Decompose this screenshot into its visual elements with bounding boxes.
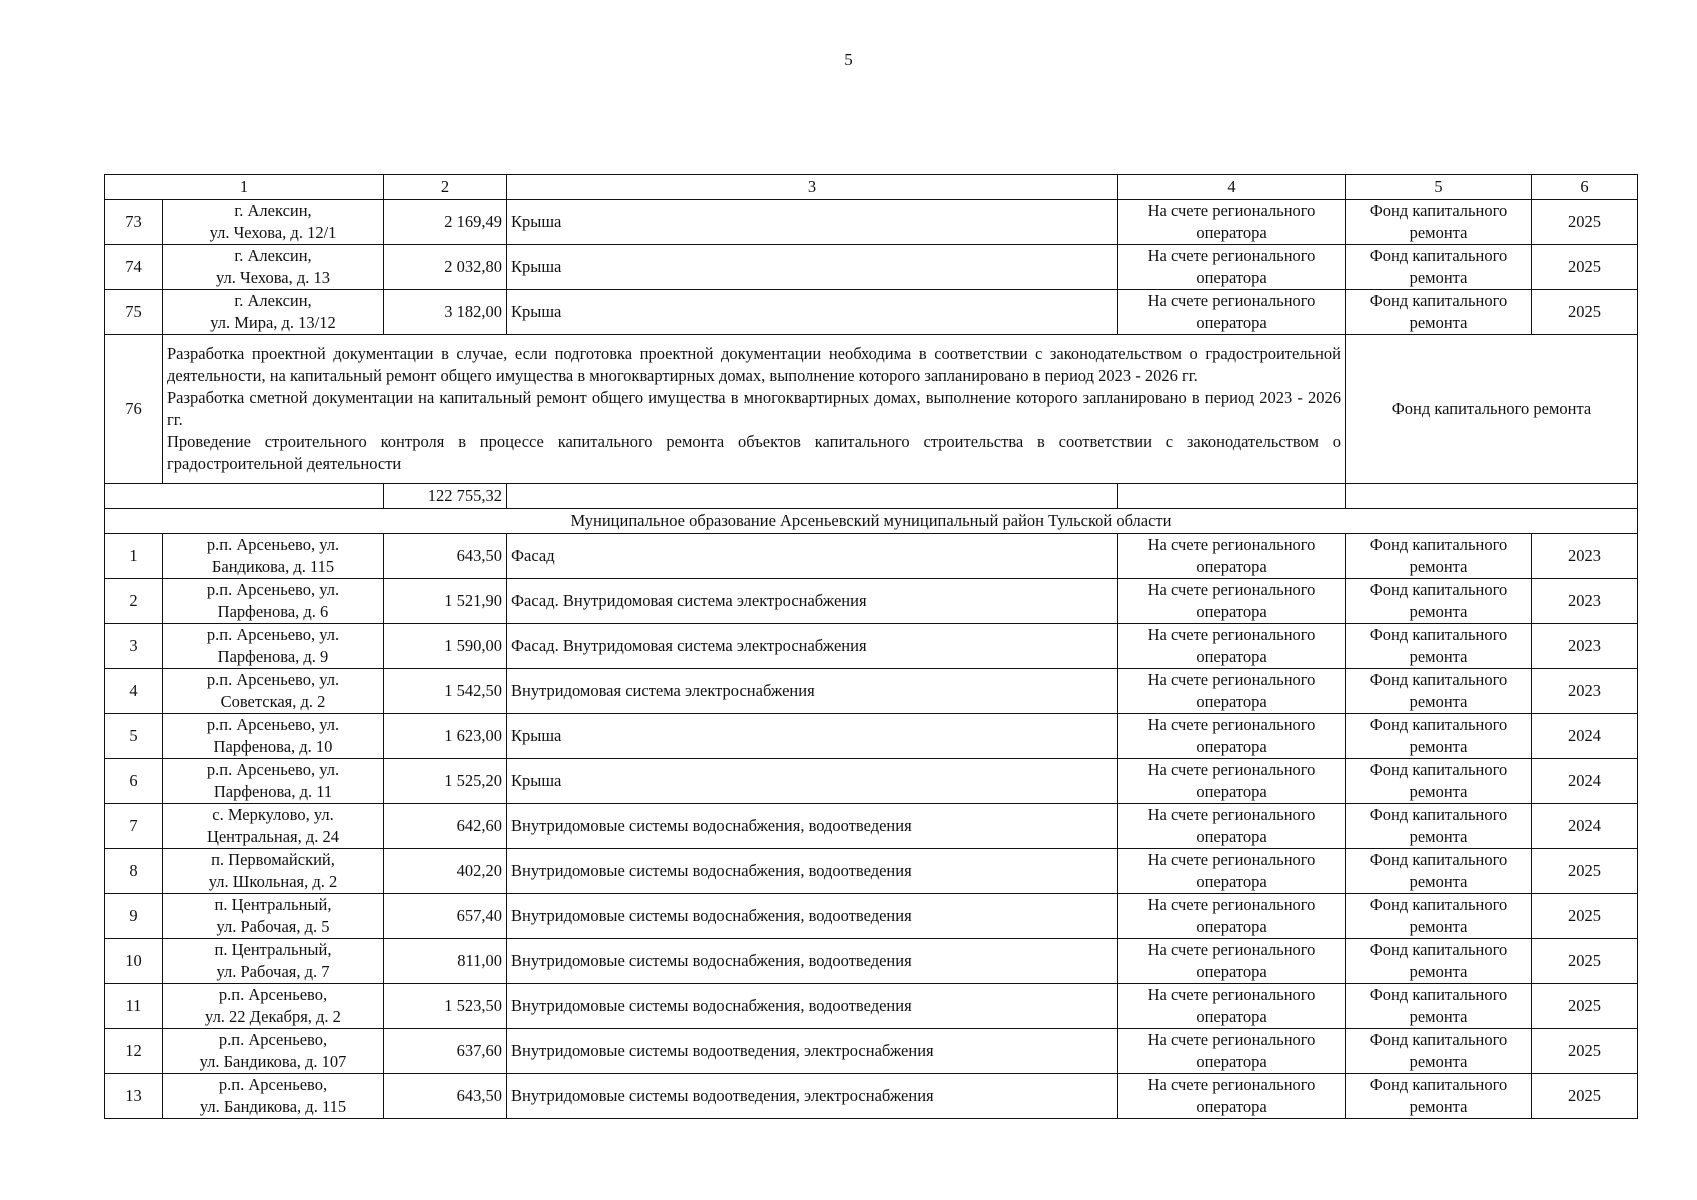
funding-source-line-2: ремонта [1409,962,1468,981]
row-number: 9 [105,894,163,939]
cost-cell: 1 542,50 [384,669,507,714]
year-cell: 2025 [1532,1074,1638,1119]
address-cell [163,714,384,759]
address-line-2: ул. Рабочая, д. 5 [216,917,330,936]
account-line-2: оператора [1196,268,1267,287]
column-header-5: 5 [1346,175,1532,200]
funding-source-line-2: ремонта [1409,872,1468,891]
row-number: 5 [105,714,163,759]
row-number: 8 [105,849,163,894]
account-cell [1118,624,1346,669]
row-number: 76 [105,335,163,484]
address-line-1: г. Алексин, [234,201,312,220]
account-cell [1118,1029,1346,1074]
work-type-cell: Внутридомовые системы водоотведения, электроснабжения [507,1074,1118,1119]
work-type-cell: Внутридомовые системы водоснабжения, водоотведения [507,939,1118,984]
cost-cell: 637,60 [384,1029,507,1074]
funding-source-line-2: ремонта [1409,692,1468,711]
table-row [105,804,1638,849]
municipality-row [105,509,1638,534]
column-header-2: 2 [384,175,507,200]
work-type-cell: Внутридомовые системы водоснабжения, водоотведения [507,984,1118,1029]
work-type-cell: Крыша [507,245,1118,290]
address-cell [163,1074,384,1119]
address-cell [163,849,384,894]
address-line-2: ул. Бандикова, д. 115 [199,1097,347,1116]
account-line-2: оператора [1196,737,1267,756]
account-cell [1118,200,1346,245]
column-number-header-row [105,175,1638,200]
table-row [105,939,1638,984]
funding-source-line-2: ремонта [1409,917,1468,936]
address-line-2: ул. Рабочая, д. 7 [216,962,330,981]
funding-source-line-1: Фонд капитального [1369,670,1508,689]
address-cell [163,759,384,804]
account-line-2: оператора [1196,602,1267,621]
year-cell: 2025 [1532,290,1638,335]
funding-source-line-2: ремонта [1409,827,1468,846]
cost-cell: 811,00 [384,939,507,984]
funding-source-line-1: Фонд капитального [1369,985,1508,1004]
funding-source-cell [1346,714,1532,759]
account-line-1: На счете регионального [1147,201,1316,220]
cost-cell: 1 590,00 [384,624,507,669]
cost-cell: 1 525,20 [384,759,507,804]
address-cell [163,669,384,714]
funding-source-line-2: ремонта [1409,1097,1468,1116]
address-line-1: р.п. Арсеньево, ул. [206,670,340,689]
funding-source-line-1: Фонд капитального [1369,1030,1508,1049]
address-line-2: ул. Бандикова, д. 107 [199,1052,347,1071]
account-line-1: На счете регионального [1147,670,1316,689]
work-type-cell: Фасад. Внутридомовая система электроснабжения [507,624,1118,669]
account-line-2: оператора [1196,1007,1267,1026]
account-line-2: оператора [1196,872,1267,891]
funding-source-line-2: ремонта [1409,602,1468,621]
account-cell [1118,939,1346,984]
table-row [105,1074,1638,1119]
empty-cell [1346,484,1638,509]
account-cell [1118,290,1346,335]
account-line-2: оператора [1196,692,1267,711]
column-header-6: 6 [1532,175,1638,200]
funding-source-cell [1346,984,1532,1029]
page-number: 5 [844,50,853,69]
year-cell: 2025 [1532,894,1638,939]
address-cell [163,804,384,849]
work-type-cell: Внутридомовые системы водоотведения, электроснабжения [507,1029,1118,1074]
address-line-2: Центральная, д. 24 [206,827,340,846]
account-line-1: На счете регионального [1147,246,1316,265]
funding-source-line-2: ремонта [1409,782,1468,801]
row-number: 6 [105,759,163,804]
account-line-1: На счете регионального [1147,1030,1316,1049]
funding-source-cell [1346,624,1532,669]
address-line-2: Парфенова, д. 9 [217,647,329,666]
table-row [105,1029,1638,1074]
work-type-cell: Фасад [507,534,1118,579]
address-line-1: р.п. Арсеньево, [218,985,328,1004]
table-row [105,579,1638,624]
funding-source-cell [1346,939,1532,984]
work-type-cell: Внутридомовая система электроснабжения [507,669,1118,714]
address-line-1: р.п. Арсеньево, ул. [206,760,340,779]
address-line-1: р.п. Арсеньево, ул. [206,625,340,644]
account-line-1: На счете регионального [1147,291,1316,310]
municipality-title: Муниципальное образование Арсеньевский муниципальный район Тульской области [105,509,1638,534]
account-cell [1118,245,1346,290]
funding-source-line-2: ремонта [1409,223,1468,242]
year-cell: 2025 [1532,245,1638,290]
row-number: 7 [105,804,163,849]
address-cell [163,200,384,245]
account-line-2: оператора [1196,647,1267,666]
year-cell: 2025 [1532,984,1638,1029]
total-label-cell [105,484,384,509]
funding-source-cell [1346,669,1532,714]
account-cell [1118,534,1346,579]
funding-source-line-1: Фонд капитального [1369,940,1508,959]
funding-source-cell [1346,200,1532,245]
table-row [105,534,1638,579]
address-cell [163,290,384,335]
row-number: 4 [105,669,163,714]
funding-source-line-1: Фонд капитального [1369,1075,1508,1094]
table-row [105,894,1638,939]
account-cell [1118,849,1346,894]
account-line-2: оператора [1196,557,1267,576]
year-cell: 2023 [1532,579,1638,624]
empty-cell [1118,484,1346,509]
account-line-1: На счете регионального [1147,895,1316,914]
funding-source-cell [1346,579,1532,624]
address-line-2: ул. Школьная, д. 2 [208,872,338,891]
funding-source-line-2: ремонта [1409,313,1468,332]
total-row [105,484,1638,509]
funding-source-line-1: Фонд капитального [1369,201,1508,220]
column-header-4: 4 [1118,175,1346,200]
cost-cell: 1 623,00 [384,714,507,759]
funding-source-cell [1346,534,1532,579]
funding-source-cell [1346,759,1532,804]
address-line-1: п. Центральный, [214,940,332,959]
funding-source-cell [1346,290,1532,335]
account-cell [1118,984,1346,1029]
funding-source-line-1: Фонд капитального [1369,291,1508,310]
description-paragraph-3: Проведение строительного контроля в процессе капитального ремонта объектов капитального строительства в соответствии с законодательством о градостроительной деятельности [167,432,1341,473]
year-cell: 2025 [1532,200,1638,245]
repair-plan-table [104,174,1638,1119]
work-type-cell: Внутридомовые системы водоснабжения, водоотведения [507,894,1118,939]
account-line-1: На счете регионального [1147,625,1316,644]
row-number: 12 [105,1029,163,1074]
funding-source-line-1: Фонд капитального [1369,715,1508,734]
cost-cell: 642,60 [384,804,507,849]
address-line-2: ул. 22 Декабря, д. 2 [205,1007,341,1026]
funding-source-line-1: Фонд капитального [1369,535,1508,554]
funding-source-cell [1346,1074,1532,1119]
account-cell [1118,1074,1346,1119]
work-type-cell: Фасад. Внутридомовая система электроснабжения [507,579,1118,624]
funding-source-cell [1346,894,1532,939]
account-cell [1118,804,1346,849]
funding-source-cell: Фонд капитального ремонта [1346,335,1638,484]
account-line-1: На счете регионального [1147,715,1316,734]
row-number: 10 [105,939,163,984]
funding-source-line-1: Фонд капитального [1369,246,1508,265]
funding-source-cell [1346,1029,1532,1074]
address-line-1: р.п. Арсеньево, [218,1075,328,1094]
address-line-1: г. Алексин, [234,291,312,310]
year-cell: 2025 [1532,849,1638,894]
address-line-2: ул. Мира, д. 13/12 [210,313,336,332]
table-row [105,200,1638,245]
funding-source-cell [1346,245,1532,290]
account-line-2: оператора [1196,223,1267,242]
table-row [105,624,1638,669]
description-paragraph-1: Разработка проектной документации в случае, если подготовка проектной документации необходима в соответствии с законодательством о градостроительной деятельности, на капитальный ремонт общего имущества в многоквартирных домах, выполнение которого запланировано в период 2023 - 2026 гг. [167,344,1341,385]
address-line-2: Парфенова, д. 11 [213,782,333,801]
funding-source-cell [1346,804,1532,849]
work-type-cell: Крыша [507,759,1118,804]
row-number: 1 [105,534,163,579]
row-number: 75 [105,290,163,335]
year-cell: 2023 [1532,669,1638,714]
account-line-2: оператора [1196,1052,1267,1071]
address-cell [163,894,384,939]
address-line-1: р.п. Арсеньево, ул. [206,715,340,734]
funding-source-cell [1346,849,1532,894]
row-number: 2 [105,579,163,624]
row-number: 3 [105,624,163,669]
table-row [105,984,1638,1029]
account-line-1: На счете регионального [1147,580,1316,599]
account-line-1: На счете регионального [1147,850,1316,869]
column-header-1: 1 [105,175,384,200]
year-cell: 2024 [1532,804,1638,849]
account-line-1: На счете регионального [1147,535,1316,554]
row-number: 73 [105,200,163,245]
work-type-cell: Внутридомовые системы водоснабжения, водоотведения [507,804,1118,849]
table-row [105,245,1638,290]
work-type-cell: Крыша [507,714,1118,759]
cost-cell: 402,20 [384,849,507,894]
address-line-2: Парфенова, д. 6 [217,602,329,621]
cost-cell: 643,50 [384,1074,507,1119]
address-line-1: с. Меркулово, ул. [212,805,334,824]
account-line-1: На счете регионального [1147,805,1316,824]
address-line-2: ул. Чехова, д. 13 [215,268,330,287]
cost-cell: 2 169,49 [384,200,507,245]
table-row [105,714,1638,759]
funding-source-line-2: ремонта [1409,647,1468,666]
cost-cell: 2 032,80 [384,245,507,290]
account-cell [1118,714,1346,759]
funding-source-line-2: ремонта [1409,1052,1468,1071]
funding-source-line-1: Фонд капитального [1369,580,1508,599]
funding-source-line-1: Фонд капитального [1369,895,1508,914]
description-paragraph-2: Разработка сметной документации на капитальный ремонт общего имущества в многоквартирных домах, выполнение которого запланировано в период 2023 - 2026 гг. [167,388,1341,429]
work-type-cell: Внутридомовые системы водоснабжения, водоотведения [507,849,1118,894]
account-line-2: оператора [1196,313,1267,332]
address-line-2: ул. Чехова, д. 12/1 [209,223,337,242]
address-line-1: г. Алексин, [234,246,312,265]
work-type-cell: Крыша [507,290,1118,335]
address-cell [163,939,384,984]
row-number: 13 [105,1074,163,1119]
address-line-2: Бандикова, д. 115 [211,557,335,576]
year-cell: 2023 [1532,534,1638,579]
work-type-cell: Крыша [507,200,1118,245]
funding-source-line-1: Фонд капитального [1369,805,1508,824]
address-line-1: р.п. Арсеньево, [218,1030,328,1049]
cost-cell: 657,40 [384,894,507,939]
account-cell [1118,759,1346,804]
total-cost-cell: 122 755,32 [384,484,507,509]
account-line-1: На счете регионального [1147,985,1316,1004]
address-line-2: Советская, д. 2 [220,692,326,711]
table-row-76 [105,335,1638,484]
account-cell [1118,894,1346,939]
funding-source-line-2: ремонта [1409,557,1468,576]
row-number: 11 [105,984,163,1029]
account-line-2: оператора [1196,827,1267,846]
year-cell: 2024 [1532,714,1638,759]
row-number: 74 [105,245,163,290]
year-cell: 2023 [1532,624,1638,669]
funding-source-line-2: ремонта [1409,1007,1468,1026]
funding-source-line-1: Фонд капитального [1369,760,1508,779]
address-line-1: р.п. Арсеньево, ул. [206,535,340,554]
table-row [105,849,1638,894]
address-cell [163,984,384,1029]
year-cell: 2025 [1532,1029,1638,1074]
cost-cell: 1 523,50 [384,984,507,1029]
account-line-1: На счете регионального [1147,940,1316,959]
year-cell: 2024 [1532,759,1638,804]
table-row [105,669,1638,714]
account-cell [1118,669,1346,714]
account-line-1: На счете регионального [1147,1075,1316,1094]
works-description-cell [163,335,1346,484]
table-row [105,759,1638,804]
address-line-1: п. Первомайский, [211,850,335,869]
account-line-2: оператора [1196,962,1267,981]
funding-source-line-2: ремонта [1409,737,1468,756]
funding-source-line-1: Фонд капитального [1369,625,1508,644]
address-cell [163,1029,384,1074]
address-line-1: р.п. Арсеньево, ул. [206,580,340,599]
cost-cell: 1 521,90 [384,579,507,624]
address-line-1: п. Центральный, [214,895,332,914]
address-line-2: Парфенова, д. 10 [213,737,333,756]
funding-source-line-2: ремонта [1409,268,1468,287]
address-cell [163,534,384,579]
account-line-2: оператора [1196,782,1267,801]
cost-cell: 3 182,00 [384,290,507,335]
address-cell [163,245,384,290]
address-cell [163,624,384,669]
cost-cell: 643,50 [384,534,507,579]
address-cell [163,579,384,624]
account-line-1: На счете регионального [1147,760,1316,779]
account-cell [1118,579,1346,624]
table-row [105,290,1638,335]
column-header-3: 3 [507,175,1118,200]
empty-cell [507,484,1118,509]
account-line-2: оператора [1196,1097,1267,1116]
year-cell: 2025 [1532,939,1638,984]
account-line-2: оператора [1196,917,1267,936]
funding-source-line-1: Фонд капитального [1369,850,1508,869]
